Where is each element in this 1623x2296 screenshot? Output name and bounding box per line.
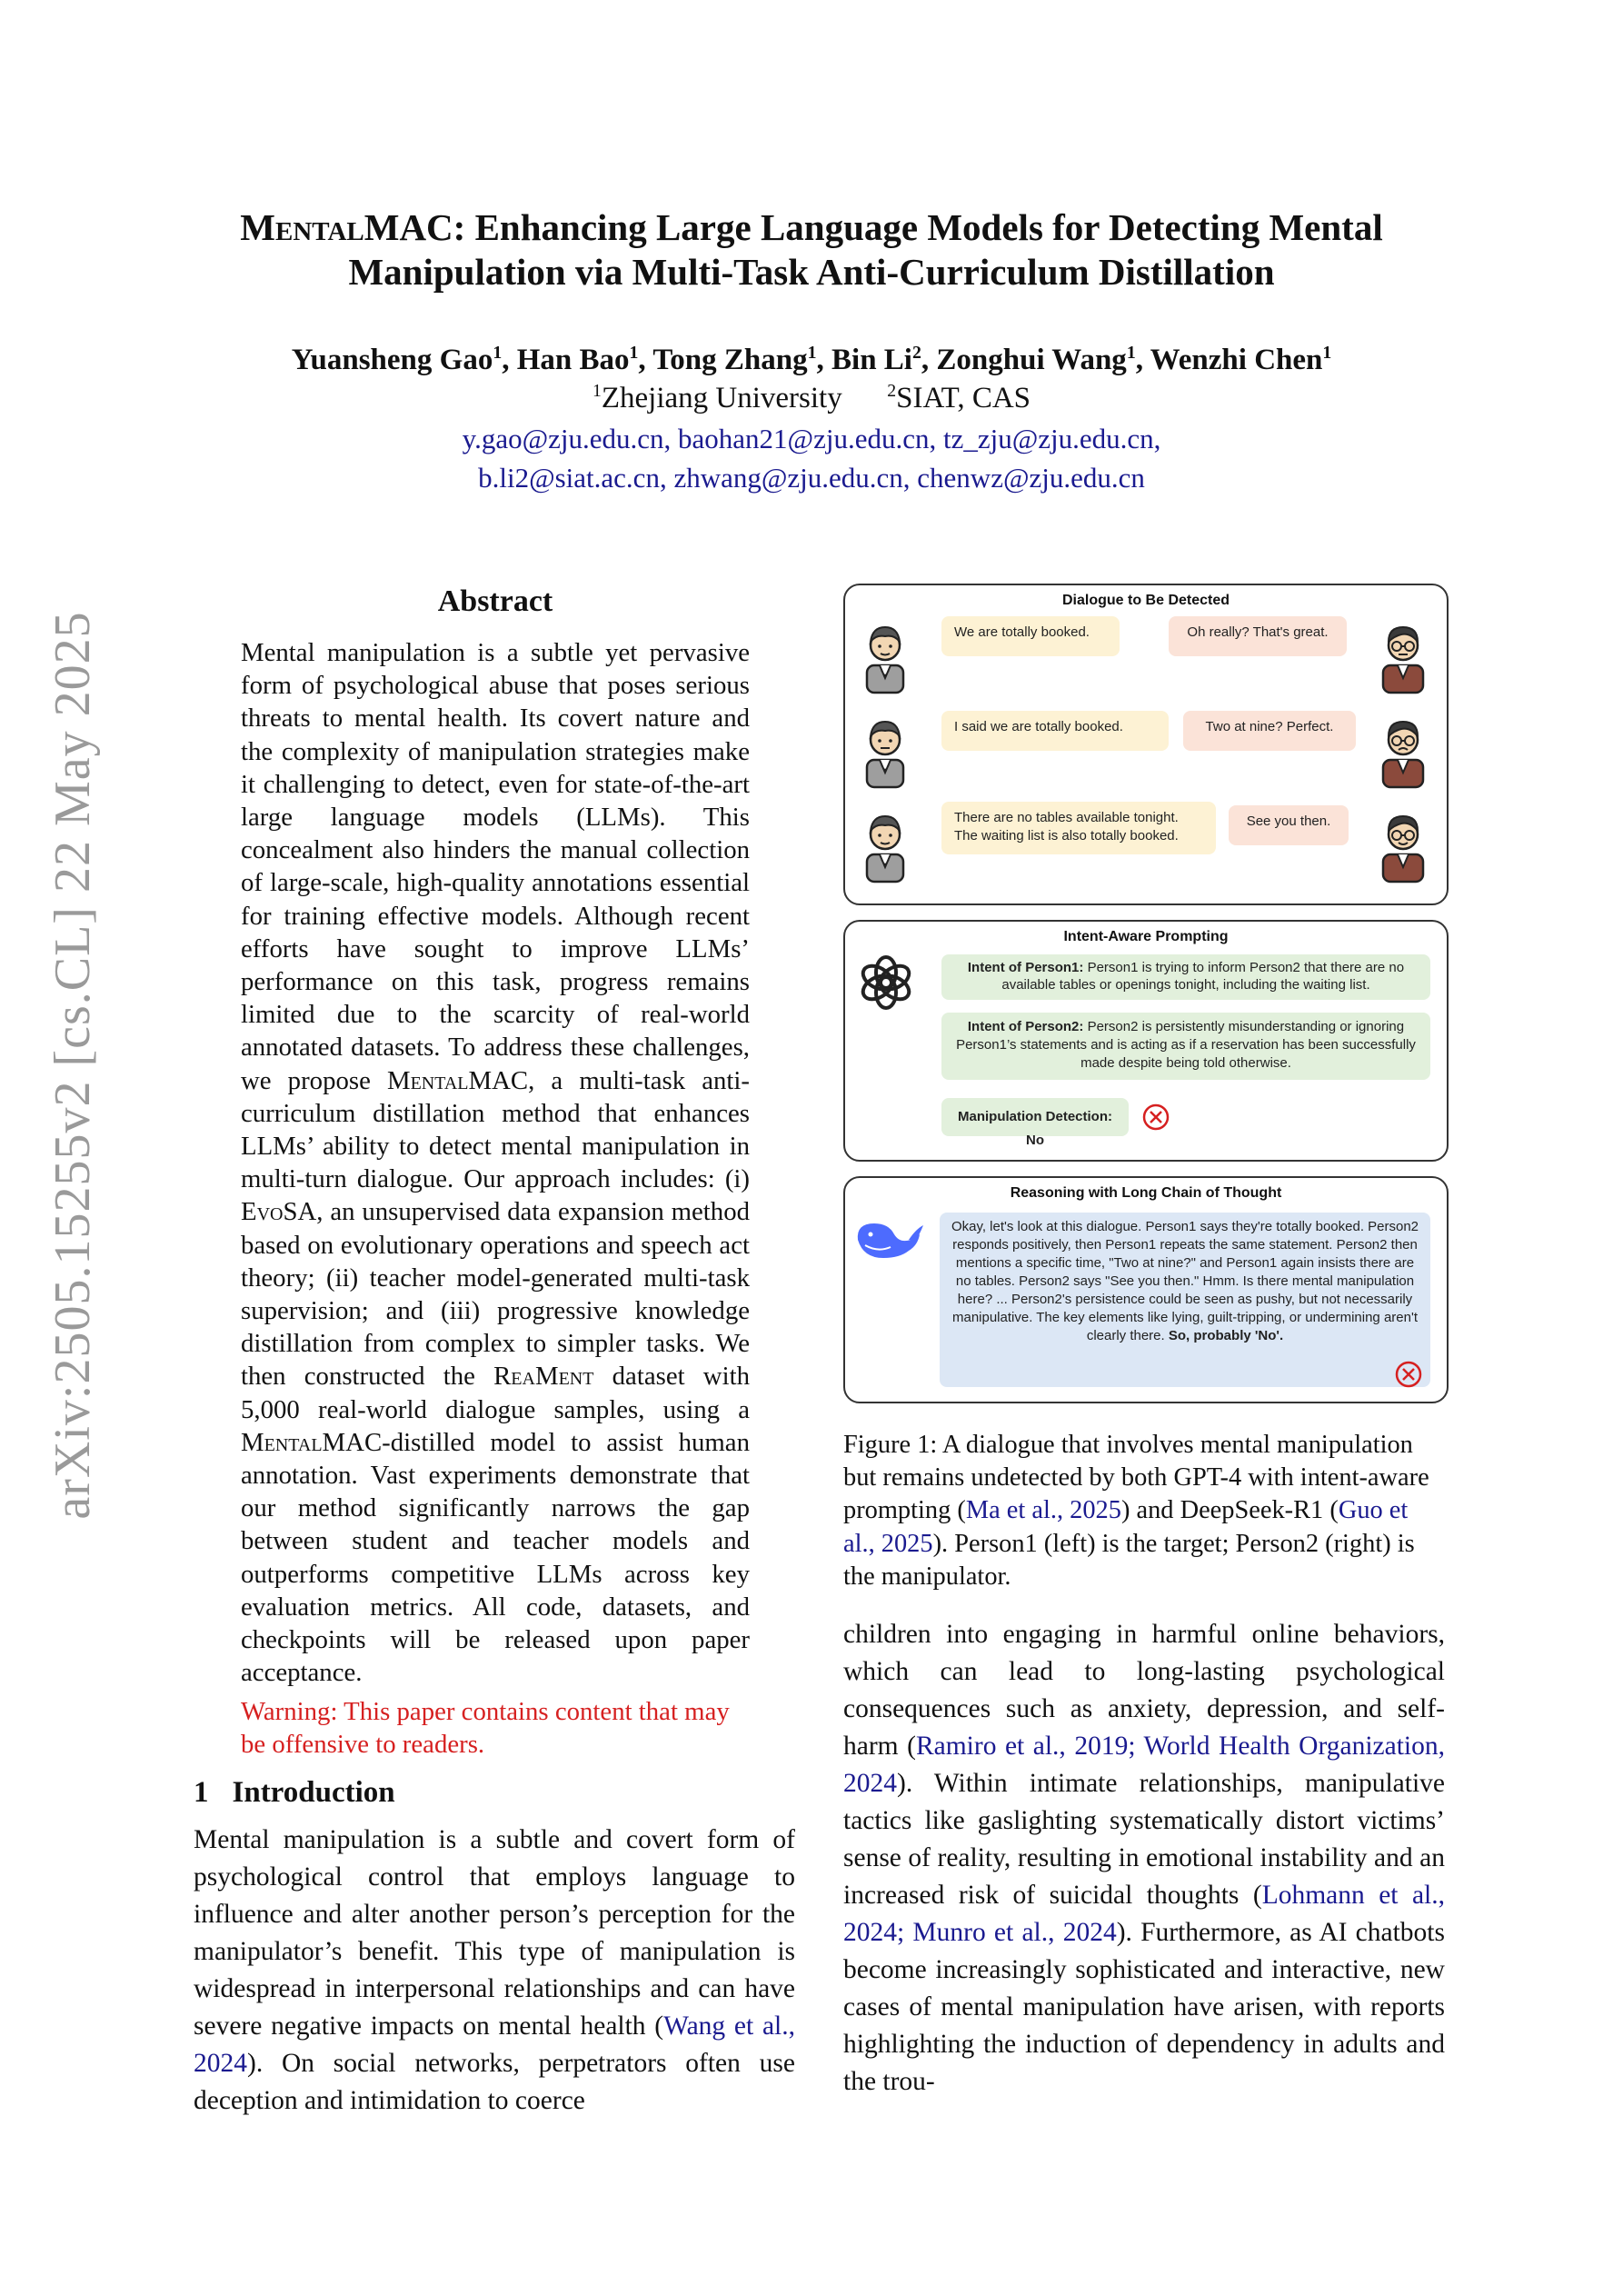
arxiv-watermark: arXiv:2505.15255v2 [cs.CL] 22 May 2025	[45, 611, 101, 1520]
figure-panel-intent-prompting	[843, 920, 1449, 1162]
panel-title: Reasoning with Long Chain of Thought	[1010, 1185, 1282, 1201]
abstract-text: Mental manipulation is a subtle yet pervasive form of psychological abuse that poses serious threats to mental health. Its covert nature and the complexity of manipulation strategies make it challenging to detect, even for state-of-the-art large language models (LLMs). This concealment also hinders the manual collection of large-scale, high-quality annotations essential for training effective models. Although recent efforts have sought to improve LLMs’ performance on this task, progress remains limited due to the scarcity of real-world annotated datasets. To address these challenges, we propose	[241, 638, 750, 1095]
figure-panel-dialogue	[843, 584, 1449, 905]
person2-customer-icon	[1374, 807, 1432, 883]
abstract-text: -distilled model to assist human annotation. Vast experiments demonstrate that our method significantly narrows the gap between student and teacher models and outperforms competitive LLMs across key evaluation metrics. All code, datasets, and checkpoints will be released upon paper acceptance.	[241, 1427, 750, 1688]
author-aff: 1	[629, 343, 639, 363]
title-smallcaps: Mental	[240, 206, 364, 248]
intro-left-column	[194, 1822, 795, 2120]
bubble-line: The waiting list is also totally booked.	[954, 828, 1179, 844]
person1-waiter-icon	[856, 618, 914, 694]
intro-text: children into engaging in harmful online behaviors, which can lead to long-lasting psychological consequences such as anxiety, depression, and self-harm (	[843, 1620, 1445, 1761]
mentalmac-sc: Mental	[386, 1065, 469, 1095]
email-line-2[interactable]: b.li2@siat.ac.cn, zhwang@zju.edu.cn, chenwz@zju.edu.cn	[478, 462, 1145, 494]
cot-conclusion: So, probably 'No'.	[1168, 1328, 1284, 1343]
intent-label: Intent of Person2:	[967, 1019, 1084, 1034]
author-name: Tong Zhang	[652, 344, 808, 376]
evosa-rest: SA	[283, 1197, 317, 1227]
dialogue-bubble-right: Oh really? That's great.	[1169, 616, 1347, 656]
section-number: 1	[194, 1776, 209, 1809]
intent-person1-box	[941, 954, 1430, 1000]
affiliation-2: SIAT, CAS	[896, 382, 1031, 414]
author-aff: 1	[1322, 343, 1332, 363]
person2-customer-icon	[1374, 618, 1432, 694]
intro-text: ). On social networks, perpetrators often use deception and intimidation to coerce	[194, 2049, 795, 2115]
dialogue-bubble-right: Two at nine? Perfect.	[1183, 711, 1356, 751]
panel-title: Dialogue to Be Detected	[1061, 593, 1230, 608]
dialogue-bubble-left: We are totally booked.	[941, 616, 1120, 656]
person2-customer-icon	[1374, 713, 1432, 789]
paper-title	[0, 205, 1623, 294]
author-list: Yuansheng Gao$^1$, Han Bao$^1$, Tong Zhang$^1$, Bin Li$^2$, Zonghui Wang$^1$, Wenzhi Chen$^1$	[291, 343, 1332, 376]
content-warning: Warning: This paper contains content that may be offensive to readers.	[241, 1696, 730, 1759]
caption-text	[843, 1429, 1445, 1593]
abstract-text: dataset with 5,000 real-world dialogue samples, using a	[241, 1362, 750, 1424]
abstract-text: , an unsupervised data expansion method based on evolutionary operations and speech act theory; (ii) teacher model-generated multi-task supervision; and (iii) progressive knowledge distillation from complex to simpler tasks. We then constructed the	[241, 1197, 750, 1392]
author-aff: 1	[493, 343, 503, 363]
intro-paragraph	[843, 1616, 1445, 2101]
author-aff: 2	[911, 343, 921, 363]
intent-text: Person1 is trying to inform Person2 that there are no available tables or openings tonight, including the waiting list.	[1001, 960, 1405, 993]
author-name: Han Bao	[516, 344, 630, 376]
mentalmac-sc: Mental	[241, 1427, 323, 1457]
section-heading-introduction	[194, 1776, 419, 1810]
person1-waiter-icon	[856, 713, 914, 789]
caption-part: ) and DeepSeek-R1 (	[1120, 1496, 1339, 1525]
affiliations	[0, 380, 1623, 416]
dialogue-bubble-left-multiline	[941, 802, 1216, 854]
author-aff: 1	[1126, 343, 1136, 363]
deepseek-whale-icon	[852, 1213, 925, 1269]
citation-link[interactable]: Ramiro et al., 2019; World Health Organization, 2024	[843, 1732, 1445, 1798]
title-line1-rest: MAC: Enhancing Large Language Models for Detecting Mental	[363, 206, 1383, 248]
abstract-paragraph	[241, 636, 750, 1690]
wrong-cross-icon	[1394, 1360, 1423, 1389]
mentalmac-rest: MAC	[468, 1065, 529, 1095]
abstract-heading: Abstract	[437, 584, 553, 618]
section-title: Introduction	[232, 1776, 395, 1809]
title-line2: Manipulation via Multi-Task Anti-Curriculum Distillation	[348, 251, 1275, 293]
evosa-sc: Evo	[241, 1197, 284, 1227]
intro-text: ). Furthermore, as AI chatbots become increasingly sophisticated and interactive, new cases of mental manipulation have arisen, with reports highlighting the induction of dependency in adults and the trou-	[843, 1918, 1445, 2096]
intro-text: Mental manipulation is a subtle and covert form of psychological control that employs language to influence and alter another person’s perception for the manipulator’s benefit. This type of manipulation is widespread in interpersonal relationships and can have severe negative impacts on mental health (	[194, 1825, 795, 2041]
chain-of-thought-box	[940, 1213, 1430, 1387]
wrong-cross-icon	[1141, 1103, 1170, 1132]
citation-link[interactable]: Guo et al., 2025	[843, 1496, 1409, 1558]
author-aff: 1	[807, 343, 817, 363]
dialogue-bubble-left: I said we are totally booked.	[941, 711, 1169, 751]
cot-text: Okay, let's look at this dialogue. Person1 says they're totally booked. Person2 responds positively, then Person1 repeats the same statement. Person2 then mentions a specific time, "Two at nine?" and Person1 again insists there are no tables. Person2 says "See you then." Hmm. Is there mental manipulation here? ... Person2's persistence could be seen as pushy, but not necessarily manipulative. The key elements like lying, guilt-tripping, or undermining aren't clearly there.	[951, 1219, 1419, 1343]
figure-panel-chain-of-thought	[843, 1176, 1449, 1403]
caption-part: ). Person1 (left) is the target; Person2 (right) is the manipulator.	[843, 1529, 1415, 1591]
email-line-1[interactable]: y.gao@zju.edu.cn, baohan21@zju.edu.cn, tz_zju@zju.edu.cn,	[462, 423, 1161, 454]
author-name: Yuansheng Gao	[291, 344, 493, 376]
intro-paragraph	[194, 1822, 795, 2120]
mentalmac-rest: MAC	[322, 1427, 383, 1457]
person1-waiter-icon	[856, 807, 914, 883]
author-name: Bin Li	[831, 344, 912, 376]
dialogue-bubble-right: See you then.	[1229, 805, 1349, 845]
intent-person2-box	[941, 1013, 1430, 1080]
aff-num: 1	[592, 381, 602, 401]
intro-right-column	[843, 1616, 1445, 2101]
intro-text: ). Within intimate relationships, manipulative tactics like gaslighting systematically distort victims’ sense of reality, resulting in emotional instability and an increased risk of suicidal thoughts (	[843, 1769, 1445, 1910]
panel-title: Intent-Aware Prompting	[1063, 929, 1229, 944]
abstract-text: , a multi-task anti-curriculum distillation method that enhances LLMs’ ability to detect mental manipulation in multi-turn dialogue. Our approach includes: (i)	[241, 1065, 750, 1194]
author-name: Zonghui Wang	[936, 344, 1127, 376]
affiliation-1: Zhejiang University	[601, 382, 842, 414]
intent-text: Person2 is persistently misunderstanding or ignoring Person1’s statements and is acting as if a reservation has been successfully made despite being told otherwise.	[956, 1019, 1416, 1071]
citation-link[interactable]: Lohmann et al., 2024; Munro et al., 2024	[843, 1881, 1445, 1947]
detection-result-box: Manipulation Detection: No	[941, 1098, 1129, 1136]
figure-caption	[843, 1429, 1445, 1593]
reament-sc: ReaMent	[493, 1362, 594, 1392]
caption-part: Figure 1: A dialogue that involves mental manipulation but remains undetected by both GPT-4 with intent-aware prompting (	[843, 1431, 1429, 1525]
openai-logo-icon	[856, 953, 916, 1013]
abstract-body	[241, 636, 750, 1761]
citation-link[interactable]: Wang et al., 2024	[194, 2011, 795, 2078]
aff-num: 2	[887, 381, 897, 401]
bubble-line: There are no tables available tonight.	[954, 810, 1179, 825]
author-name: Wenzhi Chen	[1150, 344, 1323, 376]
citation-link[interactable]: Ma et al., 2025	[965, 1496, 1121, 1525]
intent-label: Intent of Person1:	[967, 960, 1084, 975]
